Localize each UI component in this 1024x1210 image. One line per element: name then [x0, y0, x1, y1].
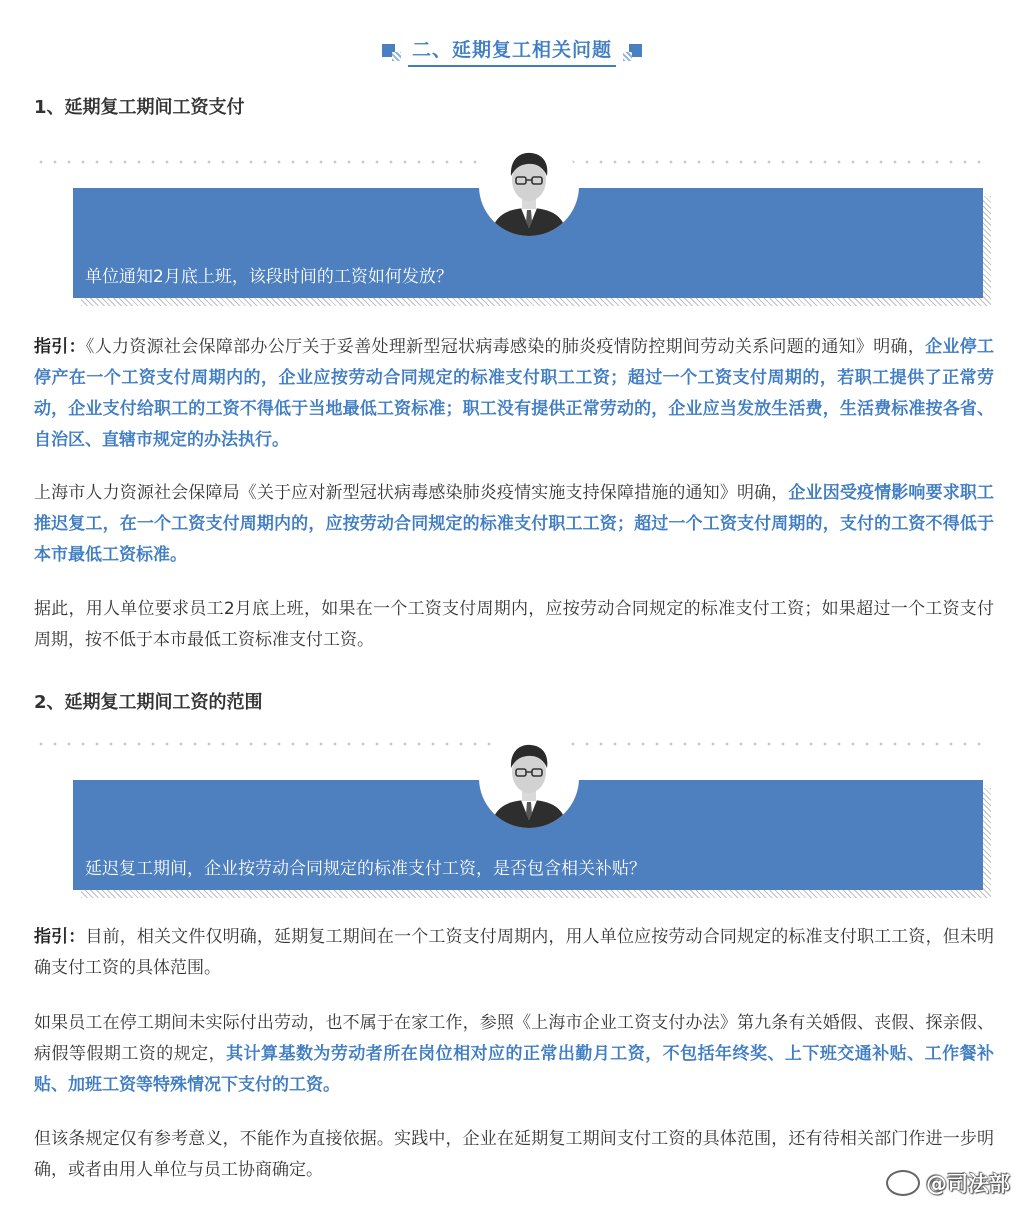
- guidance-label: 指引: [34, 337, 69, 357]
- decor-squares-right-icon: [622, 40, 644, 62]
- question-1-text: 单位通知2月底上班，该段时间的工资如何发放？: [85, 267, 453, 287]
- q1-p3-text: 据此，用人单位要求员工2月底上班，如果在一个工资支付周期内，应按劳动合同规定的标准支付工资；如果超过一个工资支付周期，按不低于本市最低工资标准支付工资。: [34, 599, 994, 650]
- avatar-2-icon: [479, 728, 579, 828]
- q1-guidance-paragraph: [34, 332, 994, 456]
- q2-conclusion-paragraph: [34, 1124, 994, 1186]
- q2-p2-highlight: 其计算基数为劳动者所在岗位相对应的正常出勤月工资，不包括年终奖、上下班交通补贴、工作餐补贴、加班工资等特殊情况下支付的工资。: [34, 1044, 994, 1095]
- question-2-text: 延迟复工期间，企业按劳动合同规定的标准支付工资，是否包含相关补贴？: [85, 859, 646, 879]
- weibo-watermark: [886, 1168, 1010, 1198]
- q1-p1-highlight: 企业停工停产在一个工资支付周期内的，企业应按劳动合同规定的标准支付职工工资；超过一个工资支付周期的，若职工提供了正常劳动，企业支付给职工的工资不得低于当地最低工资标准；职工没有提供正常劳动的，企业应当发放生活费，生活费标准按各省、自治区、直辖市规定的办法执行。: [34, 337, 995, 450]
- watermark-text: @司法部: [926, 1172, 1010, 1196]
- question-2-heading: 2、延期复工期间工资的范围: [34, 692, 263, 713]
- q2-shanghai-paragraph: [34, 1008, 994, 1101]
- q2-p2-text: 如果员工在停工期间未实际付出劳动，也不属于在家工作，参照《上海市企业工资支付办法》第九条有关婚假、丧假、探亲假、病假等假期工资的规定，: [34, 1013, 994, 1064]
- q2-p3-text: 但该条规定仅有参考意义，不能作为直接依据。实践中，企业在延期复工期间支付工资的具体范围，还有待相关部门作进一步明确，或者由用人单位与员工协商确定。: [34, 1129, 994, 1180]
- guidance-label: 指引: [34, 927, 69, 947]
- q1-p2-text: 上海市人力资源社会保障局《关于应对新型冠状病毒感染肺炎疫情实施支持保障措施的通知》明确，: [34, 483, 789, 503]
- guidance-label-colon: ：: [68, 927, 86, 947]
- guidance-label-colon: ：: [68, 337, 86, 357]
- weibo-logo-icon: [886, 1170, 920, 1196]
- q1-shanghai-paragraph: [34, 478, 994, 571]
- section-header: [0, 34, 1024, 68]
- q2-p1-text: 目前，相关文件仅明确，延期复工期间在一个工资支付周期内，用人单位应按劳动合同规定的标准支付职工工资，但未明确支付工资的具体范围。: [34, 927, 995, 978]
- q2-guidance-paragraph: [34, 922, 994, 984]
- question-1-heading: 1、延期复工期间工资支付: [34, 97, 245, 118]
- q1-conclusion-paragraph: [34, 594, 994, 656]
- q1-p2-highlight: 企业因受疫情影响要求职工推迟复工，在一个工资支付周期内的，应按劳动合同规定的标准支付职工工资；超过一个工资支付周期的，支付的工资不得低于本市最低工资标准。: [34, 483, 995, 565]
- avatar-1-icon: [479, 136, 579, 236]
- q1-p1-text: 《人力资源社会保障部办公厅关于妥善处理新型冠状病毒感染的肺炎疫情防控期间劳动关系问题的通知》明确，: [85, 337, 926, 357]
- section-title: 二、延期复工相关问题: [408, 35, 616, 67]
- decor-squares-left-icon: [380, 40, 402, 62]
